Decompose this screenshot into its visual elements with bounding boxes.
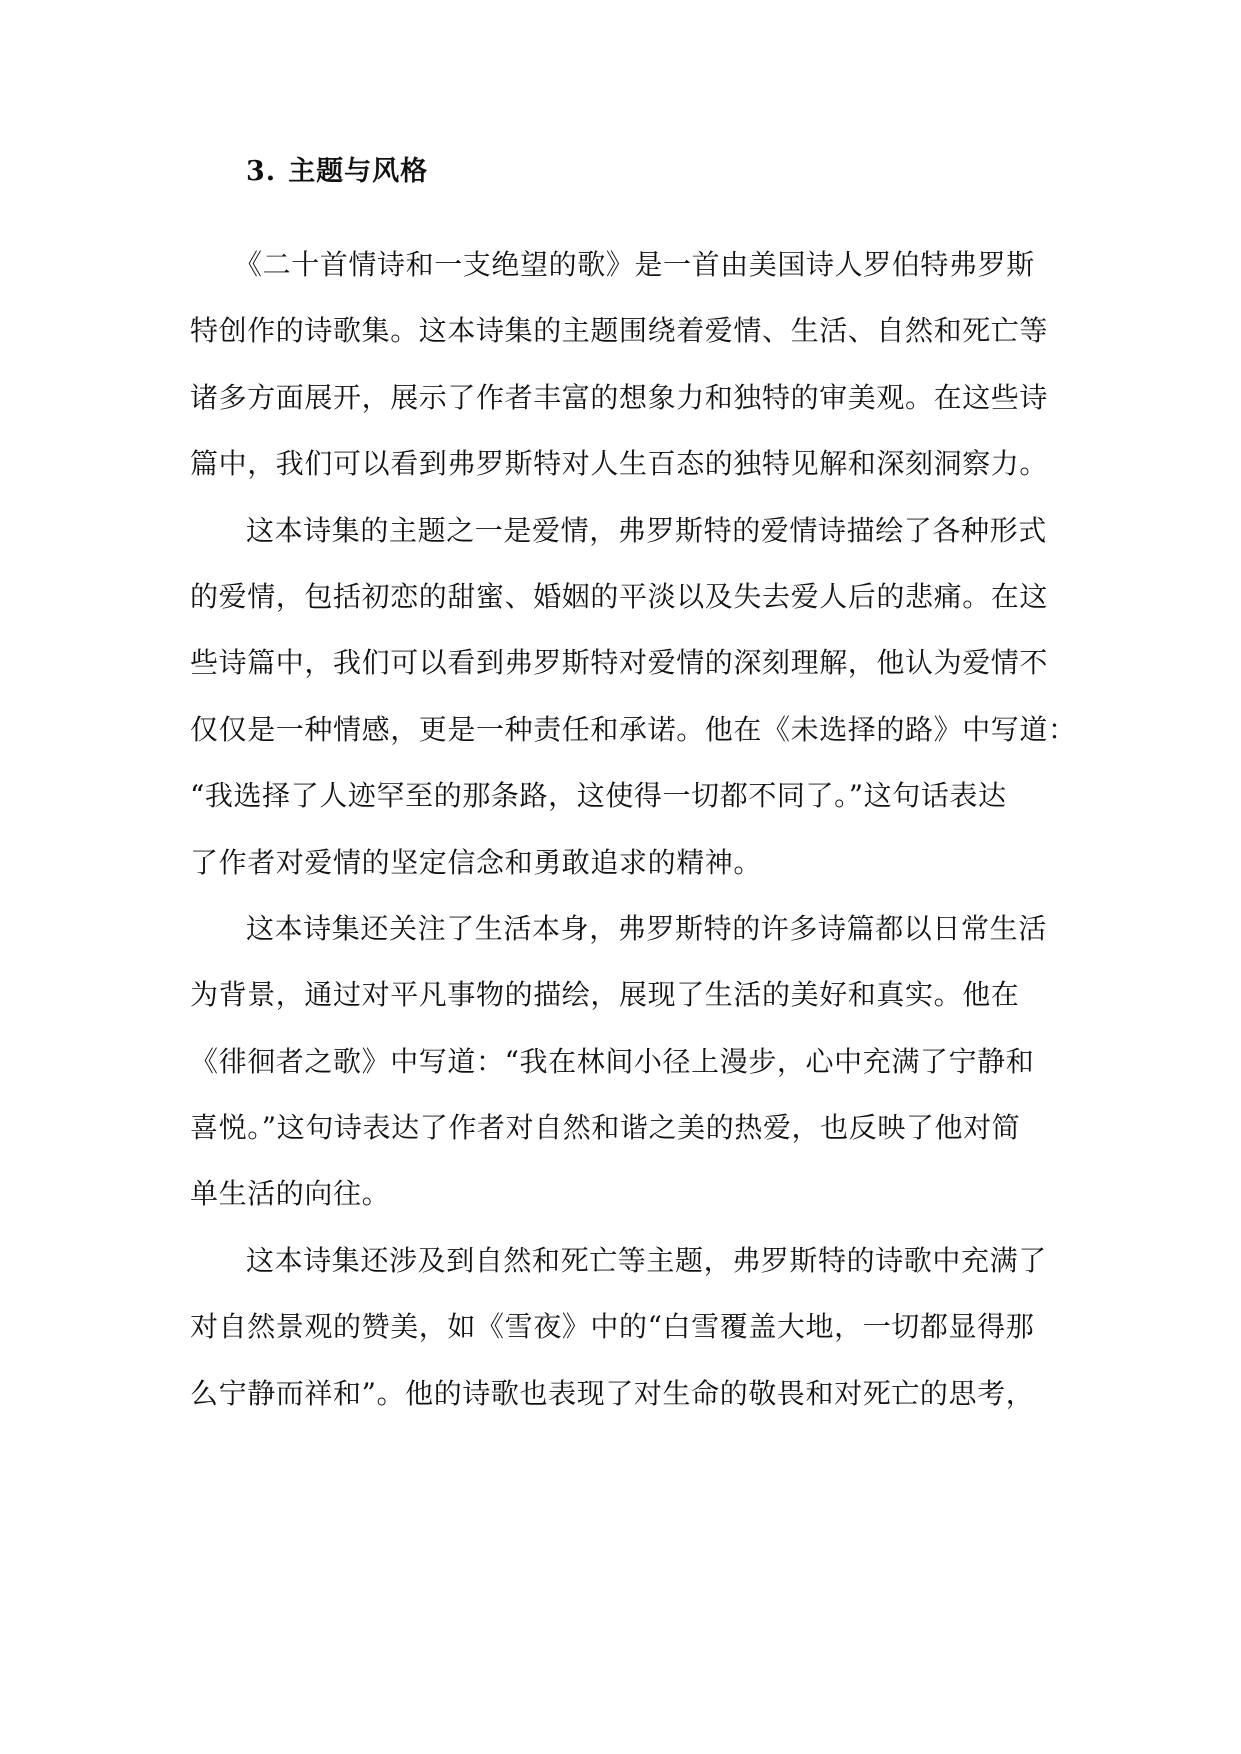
body-text <box>190 232 1077 1427</box>
paragraph-line: 这本诗集的主题之一是爱情，弗罗斯特的爱情诗描绘了各种形式 <box>246 513 1047 547</box>
paragraph-line: 为背景，通过对平凡事物的描绘，展现了生活的美好和真实。他在 <box>190 978 1020 1012</box>
paragraph-line: 《二十首情诗和一支绝望的歌》是一首由美国诗人罗伯特弗罗斯 <box>234 248 1035 281</box>
section-title: 主题与风格 <box>288 156 429 187</box>
paragraph-line: 特创作的诗歌集。这本诗集的主题围绕着爱情、生活、自然和死亡等 <box>190 314 1049 348</box>
paragraph-line: 篇中，我们可以看到弗罗斯特对人生百态的独特见解和深刻洞察力。 <box>190 447 1049 481</box>
paragraph-line: 些诗篇中，我们可以看到弗罗斯特对爱情的深刻理解，他认为爱情不 <box>190 646 1049 680</box>
paragraph-line: 么宁静而祥和”。他的诗歌也表现了对生命的敬畏和对死亡的思考， <box>190 1376 1035 1410</box>
paragraph-line: 《徘徊者之歌》中写道：“我在林间小径上漫步，心中充满了宁静和 <box>190 1044 1035 1078</box>
paragraph-line: 这本诗集还涉及到自然和死亡等主题，弗罗斯特的诗歌中充满了 <box>246 1243 1047 1277</box>
paragraph-line: “我选择了人迹罕至的那条路，这使得一切都不同了。”这句话表达 <box>190 779 1007 813</box>
section-number: 3. <box>246 156 277 187</box>
paragraph-line: 对自然景观的赞美，如《雪夜》中的“白雪覆盖大地，一切都显得那 <box>190 1310 1035 1344</box>
paragraph-line: 仅仅是一种情感，更是一种责任和承诺。他在《未选择的路》中写道： <box>190 712 1077 746</box>
paragraph-line: 喜悦。”这句诗表达了作者对自然和谐之美的热爱，也反映了他对简 <box>190 1111 1021 1145</box>
paragraph-line: 这本诗集还关注了生活本身，弗罗斯特的许多诗篇都以日常生活 <box>246 911 1047 945</box>
paragraph-line: 诸多方面展开，展示了作者丰富的想象力和独特的审美观。在这些诗 <box>190 380 1049 414</box>
paragraph-line: 的爱情，包括初恋的甜蜜、婚姻的平淡以及失去爱人后的悲痛。在这 <box>190 579 1049 613</box>
paragraph-line: 单生活的向往。 <box>190 1177 391 1211</box>
section-heading <box>246 146 428 198</box>
paragraph-line: 了作者对爱情的坚定信念和勇敢追求的精神。 <box>190 845 763 879</box>
